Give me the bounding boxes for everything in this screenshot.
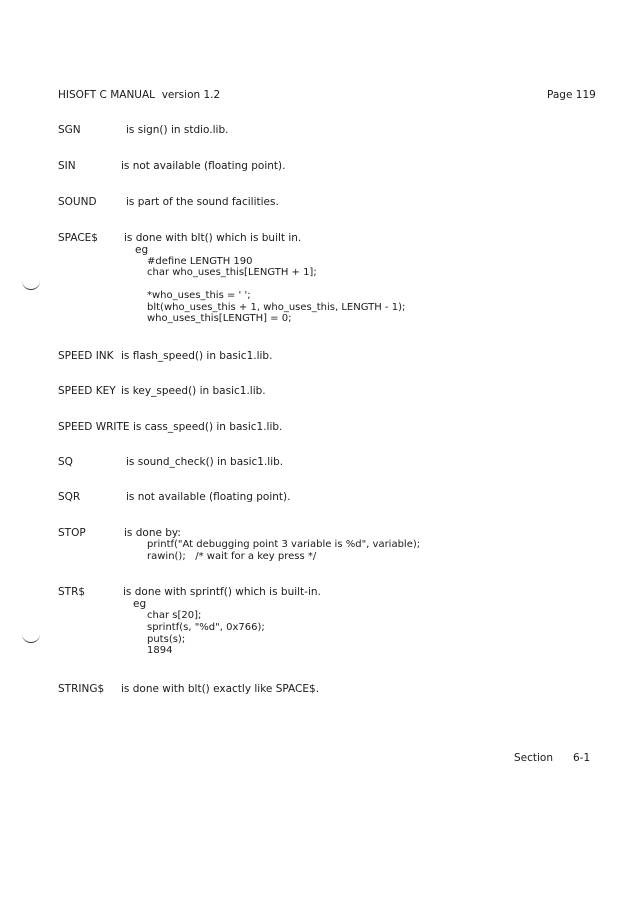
- keyword-sound: SOUND: [58, 196, 97, 208]
- keyword-space: SPACE$: [58, 232, 98, 244]
- description-sq: is sound_check() in basic1.lib.: [126, 456, 284, 468]
- keyword-stop: STOP: [58, 527, 86, 539]
- code-line: who_uses_this[LENGTH] = 0;: [147, 313, 292, 324]
- example-label-str: eg: [133, 598, 147, 610]
- code-line: rawin(); /* wait for a key press */: [147, 551, 317, 562]
- header-title: HISOFT C MANUAL version 1.2: [58, 89, 221, 101]
- section-number: 6-1: [573, 752, 591, 764]
- description-space: is done with blt() which is built in.: [124, 232, 302, 244]
- description-speed-ink: is flash_speed() in basic1.lib.: [121, 350, 273, 362]
- description-speed-write: is cass_speed() in basic1.lib.: [133, 421, 283, 433]
- keyword-string: STRING$: [58, 683, 105, 695]
- example-label-space: eg: [135, 244, 149, 256]
- description-sgn: is sign() in stdio.lib.: [126, 124, 229, 136]
- description-sin: is not available (floating point).: [121, 160, 286, 172]
- description-sqr: is not available (floating point).: [126, 491, 291, 503]
- description-speed-key: is key_speed() in basic1.lib.: [121, 385, 266, 397]
- description-str: is done with sprintf() which is built-in.: [123, 586, 321, 598]
- code-line: 1894: [147, 645, 173, 656]
- code-line: char s[20];: [147, 610, 202, 621]
- page-number: Page 119: [547, 89, 596, 101]
- code-line: sprintf(s, "%d", 0x766);: [147, 622, 265, 633]
- description-string: is done with blt() exactly like SPACE$.: [121, 683, 320, 695]
- keyword-speed-write: SPEED WRITE: [58, 421, 130, 433]
- margin-mark: [22, 634, 40, 643]
- keyword-speed-key: SPEED KEY: [58, 385, 116, 397]
- code-line: printf("At debugging point 3 variable is %d", variable);: [147, 539, 421, 550]
- keyword-speed-ink: SPEED INK: [58, 350, 114, 362]
- code-line: puts(s);: [147, 634, 186, 645]
- keyword-str: STR$: [58, 586, 86, 598]
- section-label: Section: [514, 752, 554, 764]
- code-line: #define LENGTH 190: [147, 256, 253, 267]
- description-sound: is part of the sound facilities.: [126, 196, 279, 208]
- code-line: *who_uses_this = ' ';: [147, 290, 251, 301]
- keyword-sin: SIN: [58, 160, 76, 172]
- code-line: char who_uses_this[LENGTH + 1];: [147, 267, 317, 278]
- description-stop: is done by:: [124, 527, 181, 539]
- margin-mark: [22, 281, 40, 290]
- code-line: blt(who_uses_this + 1, who_uses_this, LENGTH - 1);: [147, 302, 406, 313]
- keyword-sq: SQ: [58, 456, 73, 468]
- keyword-sqr: SQR: [58, 491, 81, 503]
- keyword-sgn: SGN: [58, 124, 81, 136]
